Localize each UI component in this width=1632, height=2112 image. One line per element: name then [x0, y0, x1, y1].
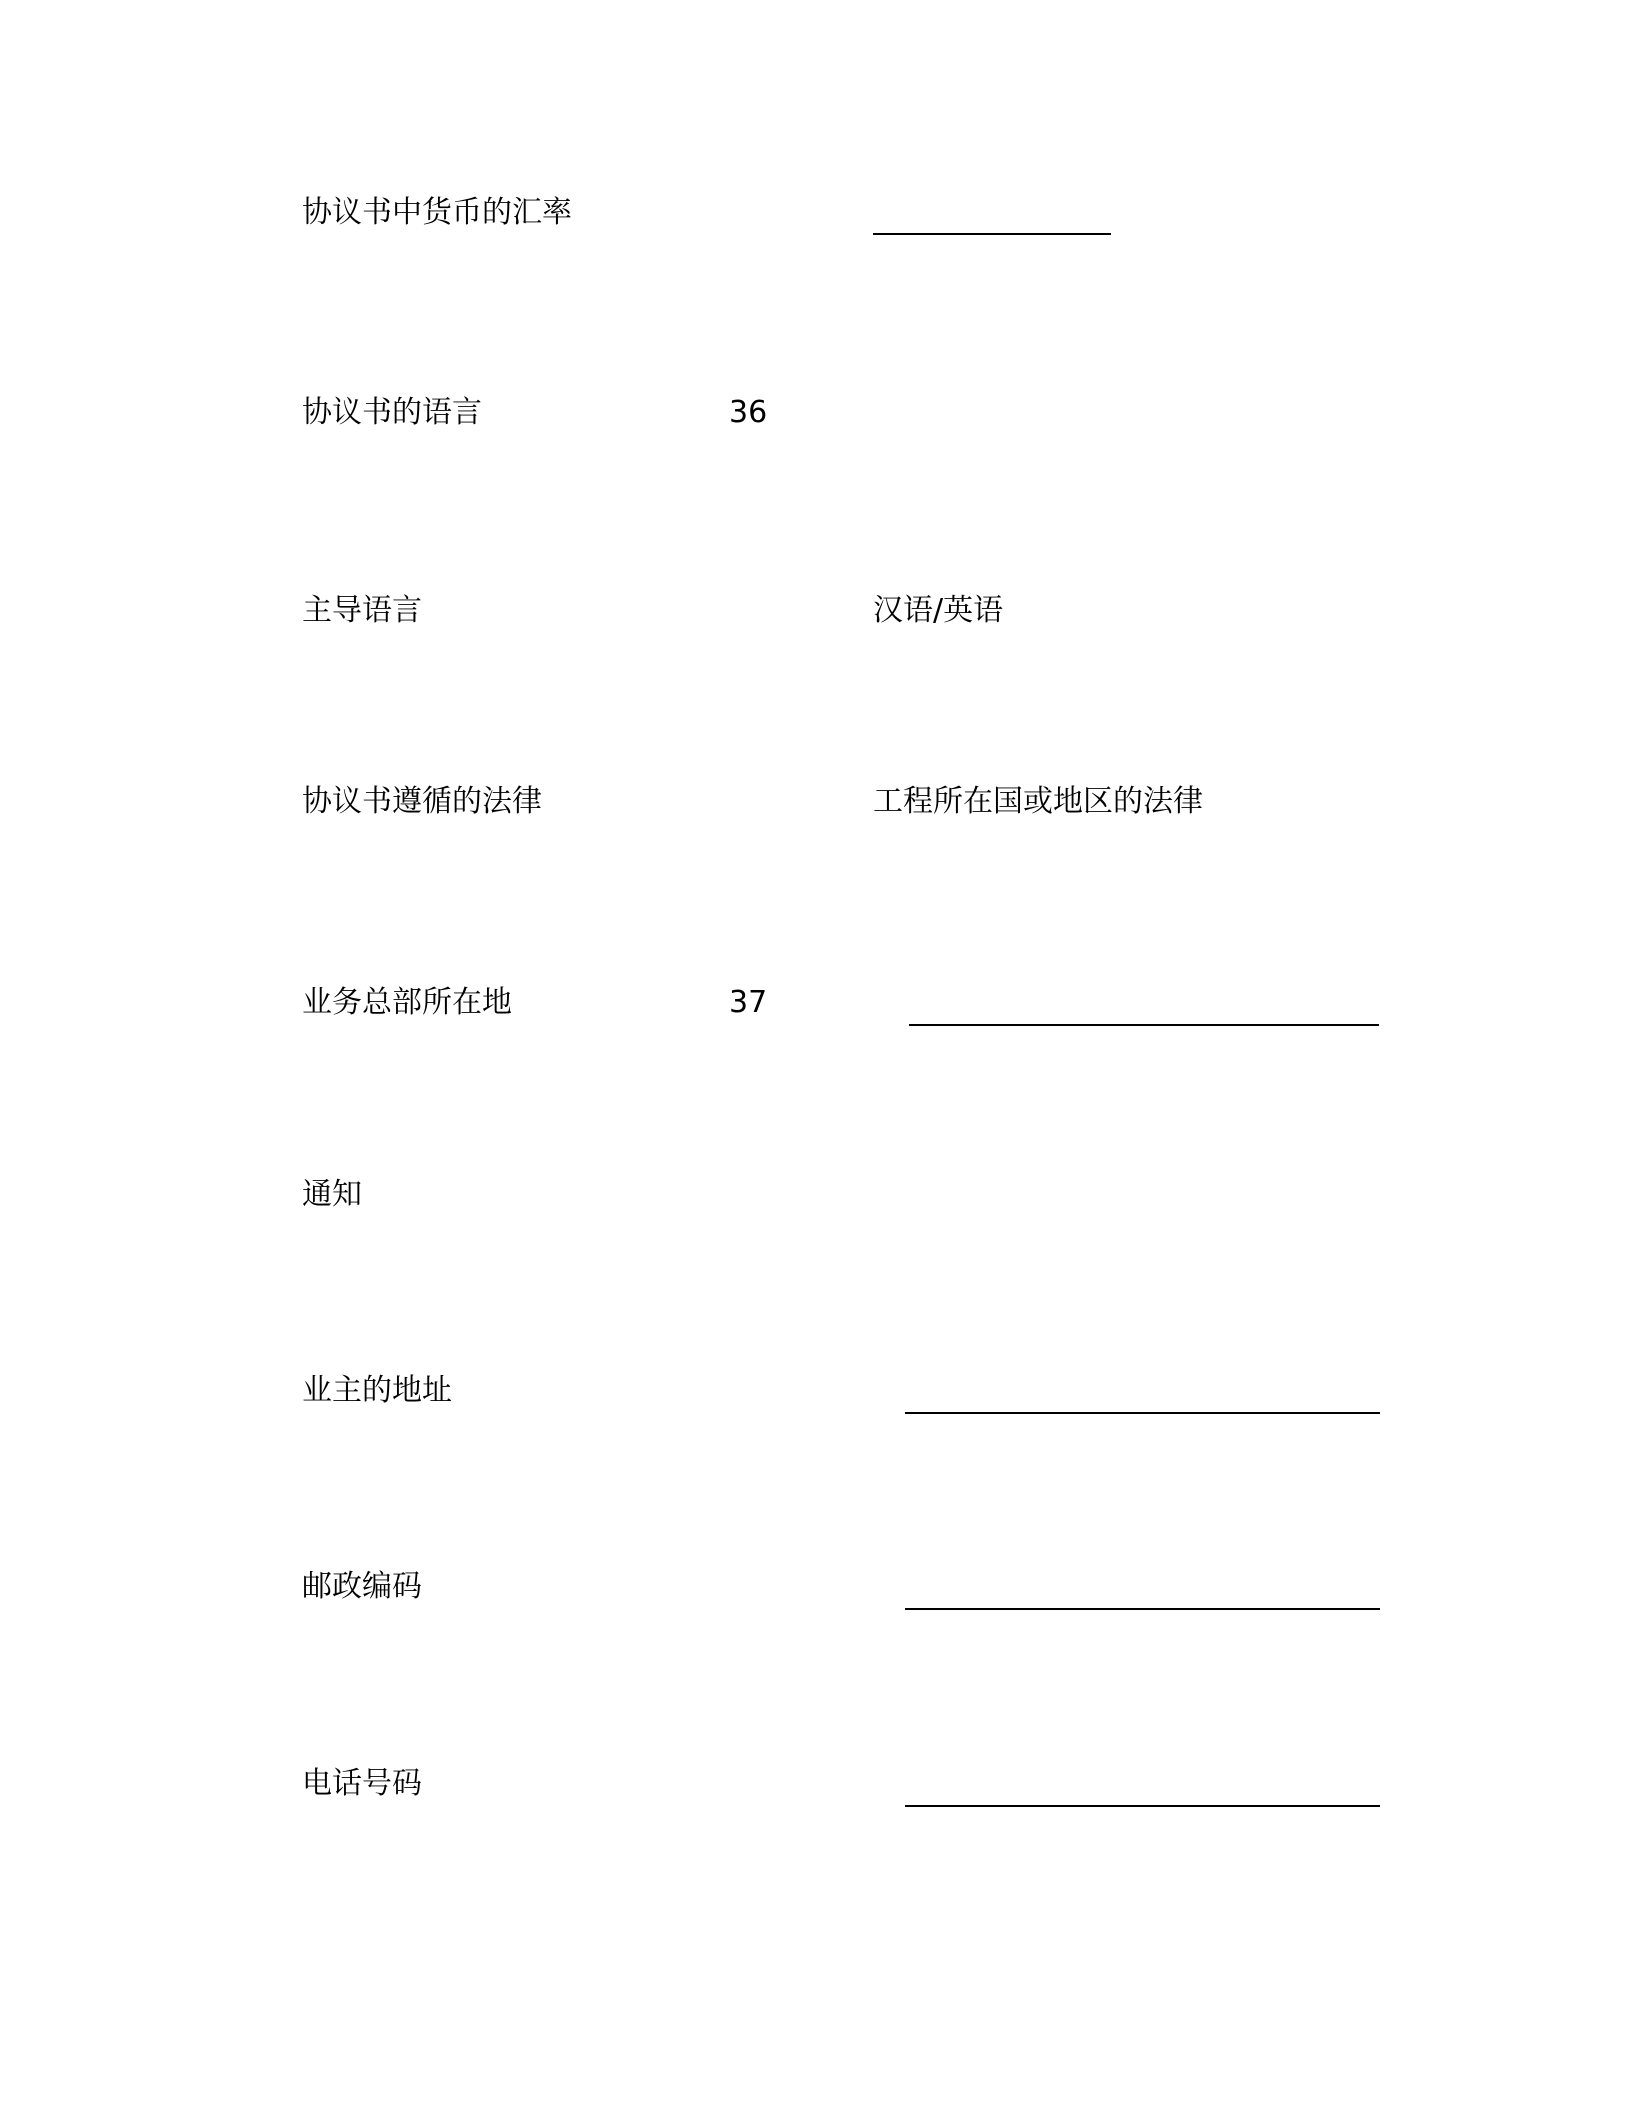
owner-address-blank [905, 1412, 1380, 1414]
headquarters-clause-number: 37 [729, 985, 768, 1020]
phone-blank [905, 1805, 1380, 1807]
headquarters-blank [909, 1024, 1379, 1026]
exchange-rate-label: 协议书中货币的汇率 [302, 195, 572, 230]
notices-heading: 通知 [302, 1177, 362, 1212]
governing-law-label: 协议书遵循的法律 [302, 784, 542, 819]
phone-label: 电话号码 [302, 1766, 422, 1801]
language-clause-number: 36 [729, 395, 768, 430]
ruling-language-value: 汉语/英语 [873, 593, 1004, 628]
governing-law-value: 工程所在国或地区的法律 [873, 784, 1203, 819]
ruling-language-label: 主导语言 [302, 593, 422, 628]
owner-address-label: 业主的地址 [302, 1373, 452, 1408]
postal-code-blank [905, 1608, 1380, 1610]
language-label: 协议书的语言 [302, 395, 482, 430]
headquarters-label: 业务总部所在地 [302, 985, 512, 1020]
postal-code-label: 邮政编码 [302, 1569, 422, 1604]
exchange-rate-blank [873, 233, 1111, 235]
